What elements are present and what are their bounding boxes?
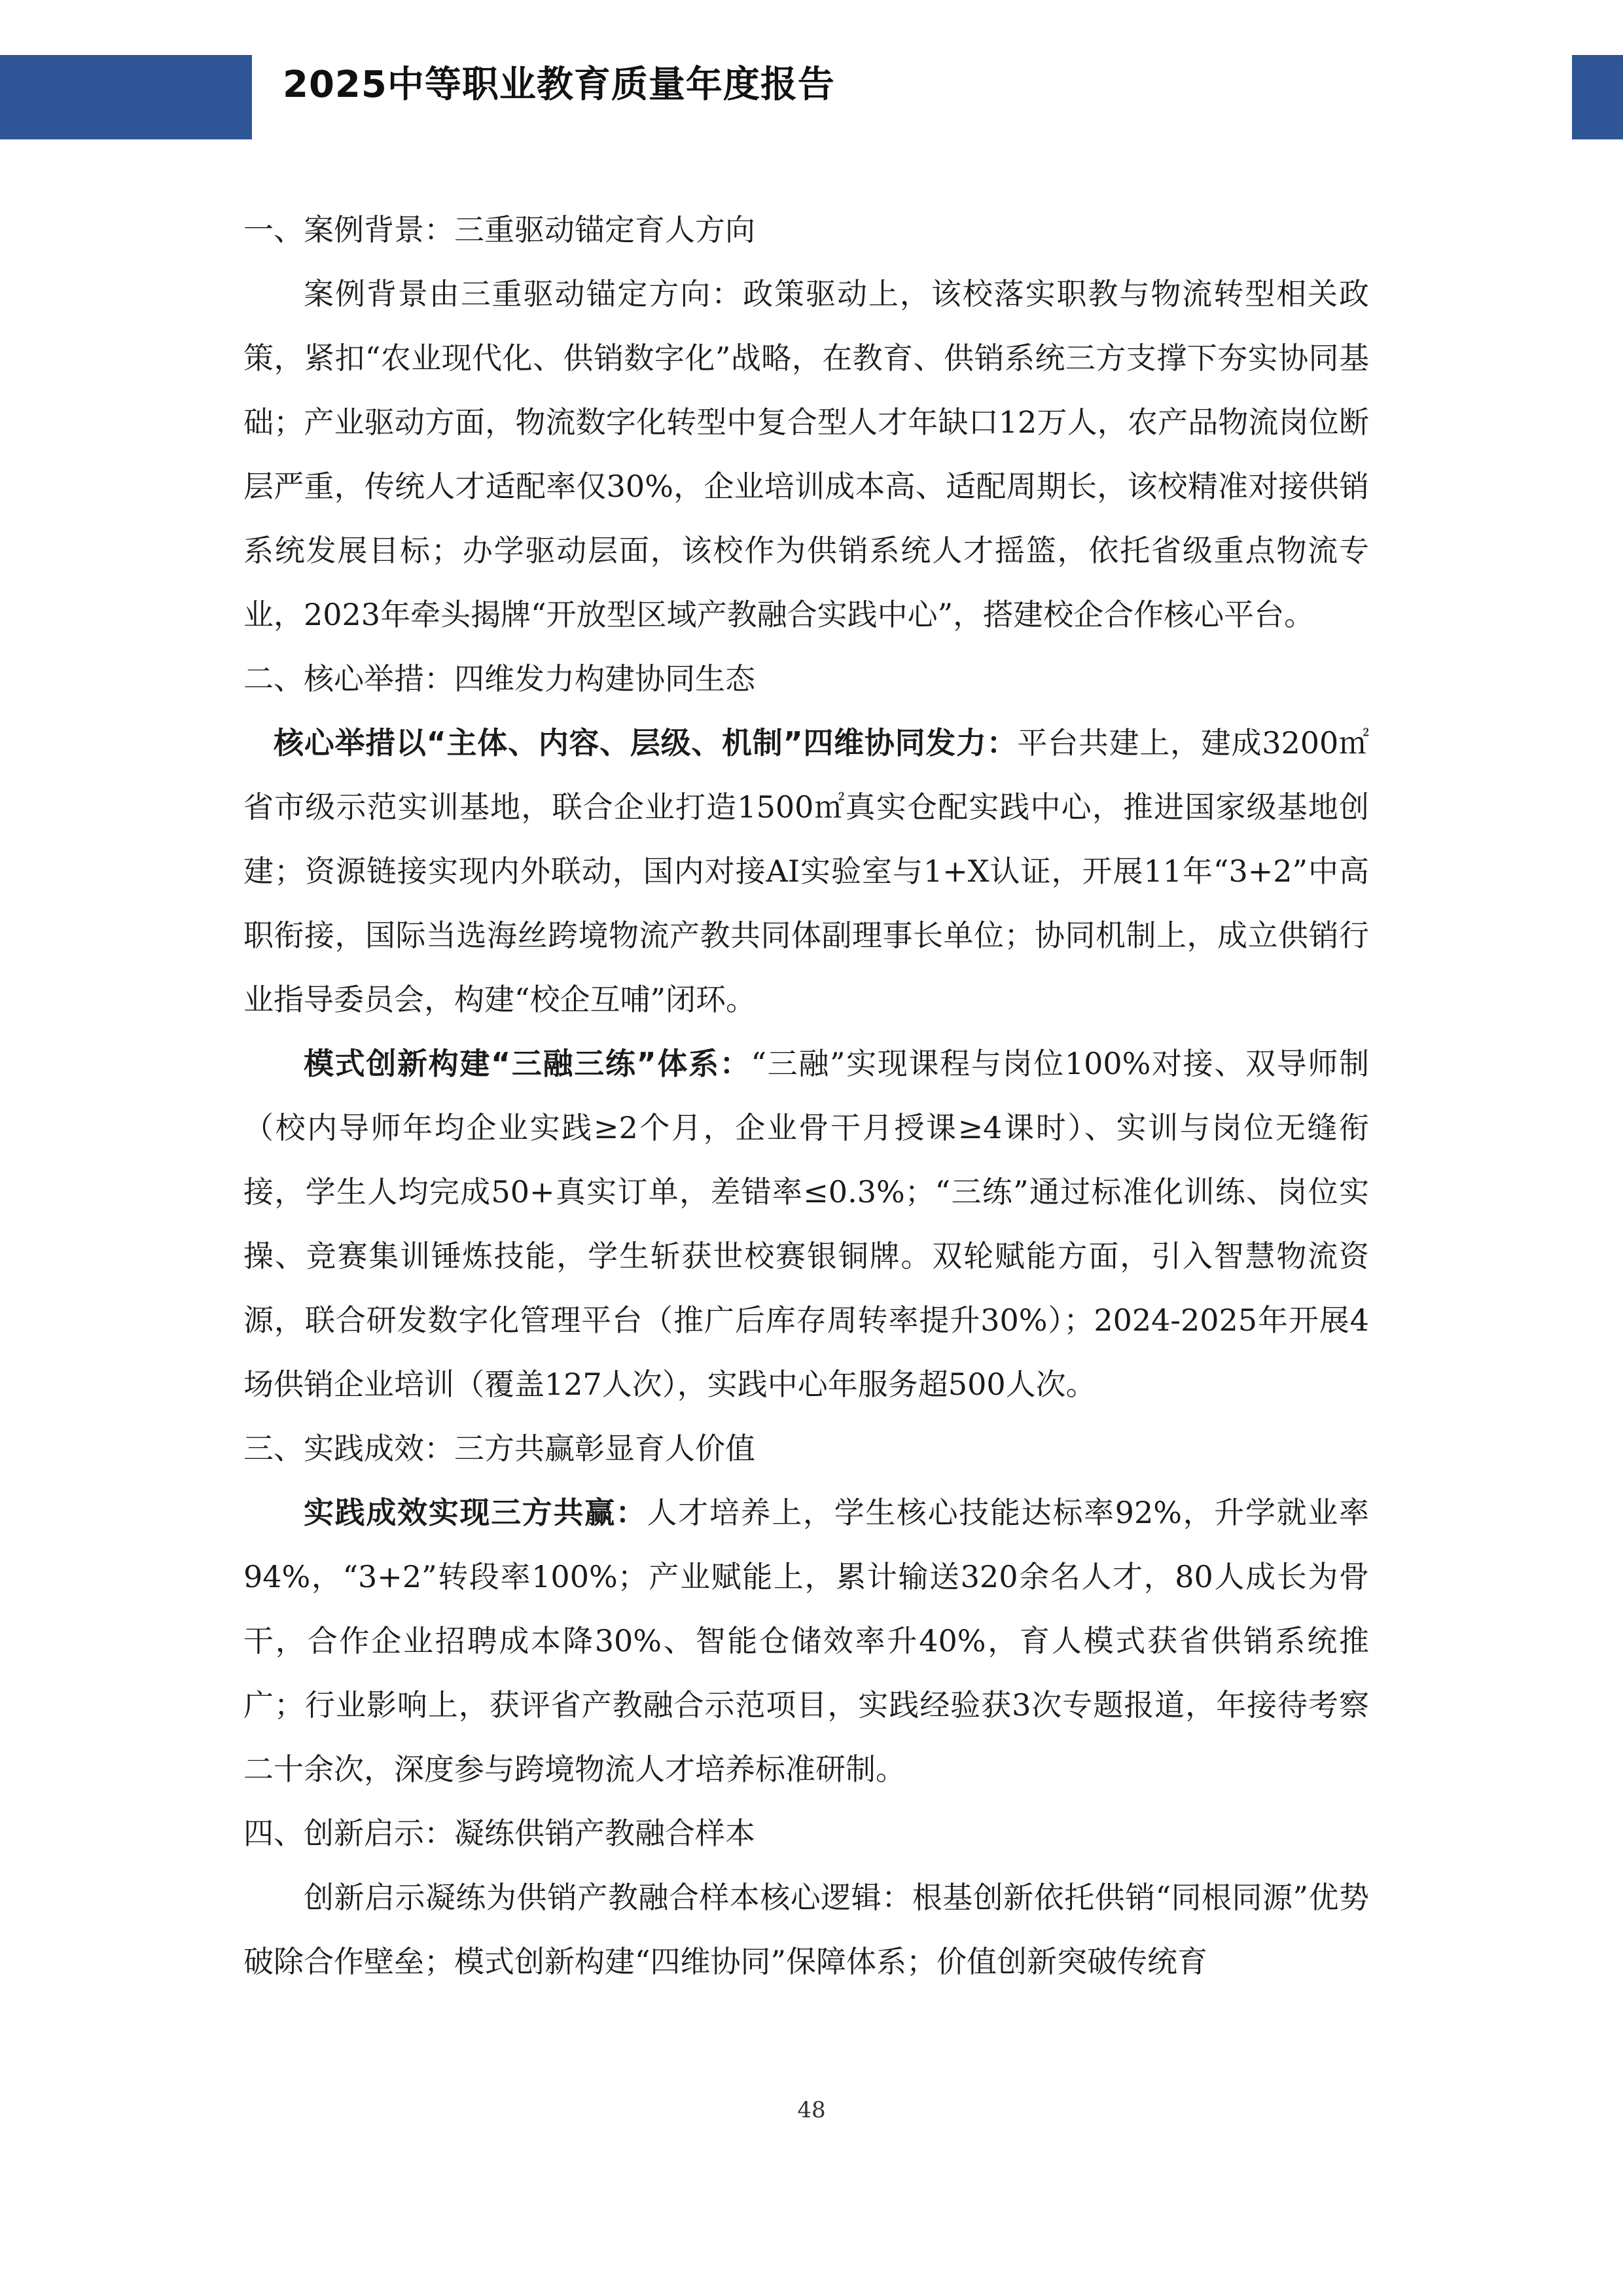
paragraph-lead: 核心举措以“主体、内容、层级、机制”四维协同发力： bbox=[274, 725, 1018, 761]
paragraph-text: 人才培养上，学生核心技能达标率92%，升学就业率94%，“3+2”转段率100%；产业赋能上，累计输送320余名人才，80人成长为骨干，合作企业招聘成本降30%、智能仓储效率升40%，育人模式获省供销系统推广；行业影响上，获评省产教融合示范项目，实践经验获3次专题报道，年接待考察二十余次，深度参与跨境物流人才培养标准研制。 bbox=[243, 1495, 1369, 1787]
paragraph-lead: 实践成效实现三方共赢： bbox=[304, 1495, 647, 1530]
header-accent-bar-right bbox=[1572, 55, 1623, 139]
paragraph-lead: 模式创新构建“三融三练”体系： bbox=[304, 1046, 751, 1081]
section-heading-results: 三、实践成效：三方共赢彰显育人价值 bbox=[243, 1431, 755, 1466]
section-heading-background: 一、案例背景：三重驱动锚定育人方向 bbox=[243, 212, 755, 247]
section-heading-measures: 二、核心举措：四维发力构建协同生态 bbox=[243, 661, 755, 696]
paragraph-text: “三融”实现课程与岗位100%对接、双导师制（校内导师年均企业实践≥2个月，企业骨干月授课≥4课时）、实训与岗位无缝衔接，学生人均完成50+真实订单，差错率≤0.3%；“三练”通过标准化训练、岗位实操、竞赛集训锤炼技能，学生斩获世校赛银铜牌。双轮赋能方面，引入智慧物流资源，联合研发数字化管理平台（推广后库存周转率提升30%）；2024-2025年开展4场供销企业培训（覆盖127人次），实践中心年服务超500人次。 bbox=[243, 1046, 1370, 1402]
document-body bbox=[243, 198, 1369, 1994]
paragraph-text: 平台共建上，建成3200㎡省市级示范实训基地，联合企业打造1500㎡真实仓配实践中心，推进国家级基地创建；资源链接实现内外联动，国内对接AI实验室与1+X认证，开展11年“3+2”中高职衔接，国际当选海丝跨境物流产教共同体副理事长单位；协同机制上，成立供销行业指导委员会，构建“校企互哺”闭环。 bbox=[243, 725, 1369, 1017]
paragraph-insights bbox=[243, 1865, 1369, 1994]
paragraph-text: 创新启示凝练为供销产教融合样本核心逻辑：根基创新依托供销“同根同源”优势破除合作壁垒；模式创新构建“四维协同”保障体系；价值创新突破传统育 bbox=[243, 1880, 1369, 1979]
page-number: 48 bbox=[797, 2097, 826, 2123]
section-heading-insights: 四、创新启示：凝练供销产教融合样本 bbox=[243, 1816, 755, 1851]
paragraph-measures-model bbox=[243, 1031, 1369, 1416]
paragraph-background bbox=[243, 262, 1369, 647]
paragraph-results bbox=[243, 1480, 1369, 1801]
header-accent-bar-left bbox=[0, 55, 252, 139]
paragraph-text: 案例背景由三重驱动锚定方向：政策驱动上，该校落实职教与物流转型相关政策，紧扣“农业现代化、供销数字化”战略，在教育、供销系统三方支撑下夯实协同基础；产业驱动方面，物流数字化转型中复合型人才年缺口12万人，农产品物流岗位断层严重，传统人才适配率仅30%，企业培训成本高、适配周期长，该校精准对接供销系统发展目标；办学驱动层面，该校作为供销系统人才摇篮，依托省级重点物流专业，2023年牵头揭牌“开放型区域产教融合实践中心”，搭建校企合作核心平台。 bbox=[243, 276, 1369, 632]
paragraph-measures-platform bbox=[243, 711, 1369, 1031]
report-title: 2025中等职业教育质量年度报告 bbox=[283, 63, 835, 106]
